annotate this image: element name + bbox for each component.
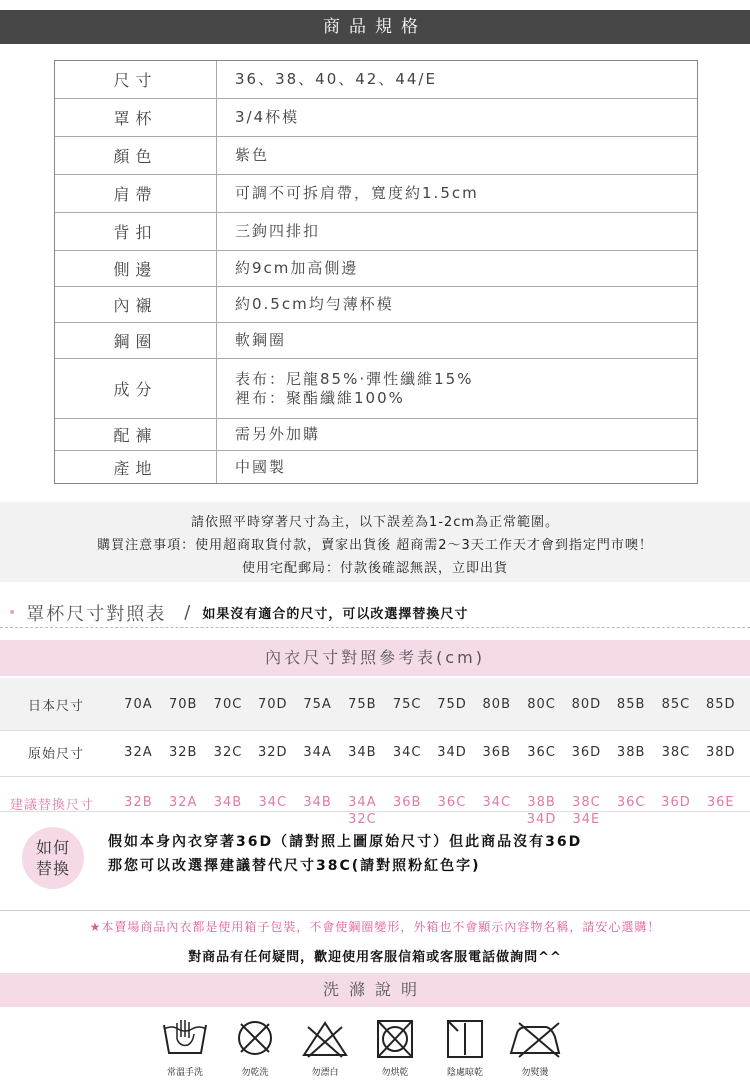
spec-row bbox=[55, 251, 697, 287]
spec-row bbox=[55, 323, 697, 359]
cup-size-heading bbox=[0, 598, 750, 628]
packaging-warning: ★本賣場商品內衣都是使用箱子包裝，不會使鋼圈變形，外箱也不會顯示內容物名稱，請安心選購！ bbox=[89, 920, 661, 934]
spec-value-line: 表布：尼龍85%‧彈性纖維15% bbox=[235, 369, 474, 388]
wash-label: 勿熨燙 bbox=[521, 1068, 549, 1078]
spec-row bbox=[55, 359, 697, 419]
wash-item bbox=[360, 1017, 430, 1078]
size-cell: 34A bbox=[303, 745, 332, 760]
size-cell: 34A 32C bbox=[348, 795, 377, 827]
spec-label: 產地 bbox=[55, 451, 217, 483]
size-cell: 36C bbox=[616, 795, 646, 810]
spec-table bbox=[54, 60, 698, 484]
size-cell: 34C bbox=[482, 795, 512, 810]
spec-value-line: 軟鋼圈 bbox=[235, 331, 287, 349]
size-table-title: 內衣尺寸對照參考表(cm) bbox=[0, 640, 750, 676]
size-cell: 32B bbox=[124, 795, 153, 810]
size-row-original bbox=[0, 730, 750, 775]
size-row-label: 原始尺寸 bbox=[28, 747, 85, 762]
contact-note: 對商品有任何疑問，歡迎使用客服信箱或客服電話做詢問^^ bbox=[188, 950, 562, 965]
hand-wash-icon bbox=[160, 1017, 210, 1061]
spec-value-line: 約9cm加高側邊 bbox=[235, 259, 359, 277]
row-divider bbox=[0, 811, 750, 812]
spec-label: 肩帶 bbox=[55, 175, 217, 212]
wash-title: 洗滌說明 bbox=[0, 973, 750, 1007]
how-to-replace-badge bbox=[22, 827, 84, 889]
size-cell: 80C bbox=[527, 696, 556, 712]
spec-value-line: 需另外加購 bbox=[235, 425, 321, 443]
spec-value-line: 紫色 bbox=[235, 146, 270, 164]
size-cell: 38B bbox=[616, 745, 646, 760]
size-cell: 80B bbox=[482, 696, 511, 712]
spec-value-line: 裡布：聚酯纖維100% bbox=[235, 388, 405, 407]
spec-label: 背扣 bbox=[55, 213, 217, 250]
replace-line: 那您可以改選擇建議替代尺寸38C(請對照粉紅色字) bbox=[108, 858, 481, 874]
wash-item bbox=[220, 1017, 290, 1078]
size-cell: 75C bbox=[392, 696, 422, 712]
size-cell: 38B 34D bbox=[526, 795, 557, 827]
spec-value-line: 約0.5cm均勻薄杯模 bbox=[235, 295, 394, 313]
spec-label: 罩杯 bbox=[55, 99, 217, 136]
spec-value bbox=[217, 287, 697, 322]
spec-row bbox=[55, 451, 697, 483]
size-cell: 36D bbox=[661, 795, 691, 810]
spec-value bbox=[217, 137, 697, 174]
wash-label: 勿乾洗 bbox=[241, 1068, 269, 1078]
notice-line: 購買注意事項：使用超商取貨付款，賣家出貨後 超商需2～3天工作天才會到指定門市噢！ bbox=[97, 538, 653, 553]
divider bbox=[0, 910, 750, 911]
spec-value bbox=[217, 213, 697, 250]
cup-heading-subtitle: 如果沒有適合的尺寸，可以改選擇替換尺寸 bbox=[202, 607, 469, 622]
spec-value-line: 36、38、40、42、44/E bbox=[235, 70, 437, 88]
spec-row bbox=[55, 213, 697, 251]
spec-row bbox=[55, 99, 697, 137]
size-cell: 36D bbox=[571, 745, 602, 760]
size-cell: 85C bbox=[661, 696, 691, 712]
spec-value bbox=[217, 61, 697, 98]
size-cell: 75B bbox=[348, 696, 377, 712]
size-cell: 36B bbox=[392, 795, 422, 810]
badge-line: 替換 bbox=[35, 859, 70, 878]
size-cell: 34B bbox=[303, 795, 332, 810]
spec-value bbox=[217, 359, 697, 418]
spec-row bbox=[55, 419, 697, 451]
size-cell: 38C 34E bbox=[572, 795, 601, 827]
spec-value bbox=[217, 451, 697, 483]
spec-value bbox=[217, 419, 697, 450]
size-cell: 85B bbox=[616, 696, 646, 712]
size-cell: 34C bbox=[258, 795, 288, 810]
no-iron-icon bbox=[505, 1017, 565, 1061]
wash-label: 勿烘乾 bbox=[381, 1068, 409, 1078]
size-cell: 70D bbox=[258, 696, 288, 712]
cup-heading-title: 罩杯尺寸對照表 bbox=[26, 603, 167, 625]
spec-row bbox=[55, 137, 697, 175]
size-cell: 70A bbox=[124, 696, 153, 712]
spec-value-line: 3/4杯模 bbox=[235, 108, 300, 126]
wash-label: 勿漂白 bbox=[311, 1068, 339, 1078]
size-cell: 34B bbox=[348, 745, 377, 760]
badge-line: 如何 bbox=[35, 838, 70, 857]
wash-item bbox=[290, 1017, 360, 1078]
wash-label: 陰處晾乾 bbox=[446, 1068, 483, 1078]
spec-row bbox=[55, 175, 697, 213]
size-cell: 32C bbox=[213, 745, 243, 760]
notice-line: 請依照平時穿著尺寸為主，以下誤差為1-2cm為正常範圍。 bbox=[190, 515, 560, 530]
size-cell: 36E bbox=[706, 795, 735, 810]
spec-row bbox=[55, 287, 697, 323]
size-row-suggested bbox=[0, 776, 750, 827]
size-cell: 32A bbox=[124, 745, 153, 760]
notice-box bbox=[0, 502, 750, 582]
spec-value-line: 中國製 bbox=[235, 457, 287, 476]
wash-icons bbox=[150, 1017, 570, 1078]
size-cell: 32B bbox=[168, 745, 198, 760]
spec-value-line: 三鉤四排扣 bbox=[235, 222, 321, 240]
size-row-label: 建議替換尺寸 bbox=[10, 798, 95, 813]
spec-label: 尺寸 bbox=[55, 61, 217, 98]
spec-label: 內襯 bbox=[55, 287, 217, 322]
spec-title-bar: 商品規格 bbox=[0, 10, 750, 44]
size-row-japan bbox=[0, 678, 750, 730]
replace-line: 假如本身內衣穿著36D（請對照上圖原始尺寸）但此商品沒有36D bbox=[108, 834, 583, 850]
spec-value bbox=[217, 99, 697, 136]
no-tumble-dry-icon bbox=[370, 1017, 420, 1061]
size-cell: 34B bbox=[213, 795, 243, 810]
size-cell: 70B bbox=[168, 696, 198, 712]
bullet-dot-icon: • bbox=[8, 604, 17, 621]
size-row-label: 日本尺寸 bbox=[28, 698, 85, 714]
size-cell: 36B bbox=[482, 745, 511, 760]
spec-label: 成分 bbox=[55, 359, 217, 418]
no-dry-clean-icon bbox=[230, 1017, 280, 1061]
cup-heading-slash: / bbox=[184, 602, 191, 623]
shade-dry-icon bbox=[440, 1017, 490, 1061]
wash-label: 常溫手洗 bbox=[166, 1068, 203, 1078]
spec-value bbox=[217, 323, 697, 358]
size-cell: 75A bbox=[303, 696, 332, 712]
size-cell: 38D bbox=[705, 745, 736, 760]
wash-item bbox=[430, 1017, 500, 1078]
size-cell: 36C bbox=[527, 745, 556, 760]
size-cell: 32A bbox=[168, 795, 198, 810]
size-cell: 32D bbox=[258, 745, 288, 760]
replace-explanation bbox=[108, 830, 582, 878]
size-cell: 34C bbox=[392, 745, 422, 760]
spec-value-line: 可調不可拆肩帶，寬度約1.5cm bbox=[235, 184, 479, 202]
size-cell: 85D bbox=[705, 696, 736, 712]
spec-value bbox=[217, 251, 697, 286]
spec-row bbox=[55, 61, 697, 99]
no-bleach-icon bbox=[300, 1017, 350, 1061]
size-cell: 75D bbox=[437, 696, 467, 712]
size-cell: 80D bbox=[571, 696, 602, 712]
wash-item bbox=[150, 1017, 220, 1078]
spec-label: 配褲 bbox=[55, 419, 217, 450]
size-cell: 70C bbox=[213, 696, 243, 712]
size-cell: 36C bbox=[437, 795, 467, 810]
spec-value bbox=[217, 175, 697, 212]
spec-label: 側邊 bbox=[55, 251, 217, 286]
wash-item bbox=[500, 1017, 570, 1078]
size-cell: 38C bbox=[661, 745, 691, 760]
spec-label: 鋼圈 bbox=[55, 323, 217, 358]
notice-line: 使用宅配郵局：付款後確認無誤，立即出貨 bbox=[241, 561, 508, 576]
size-cell: 34D bbox=[437, 745, 467, 760]
spec-label: 顏色 bbox=[55, 137, 217, 174]
